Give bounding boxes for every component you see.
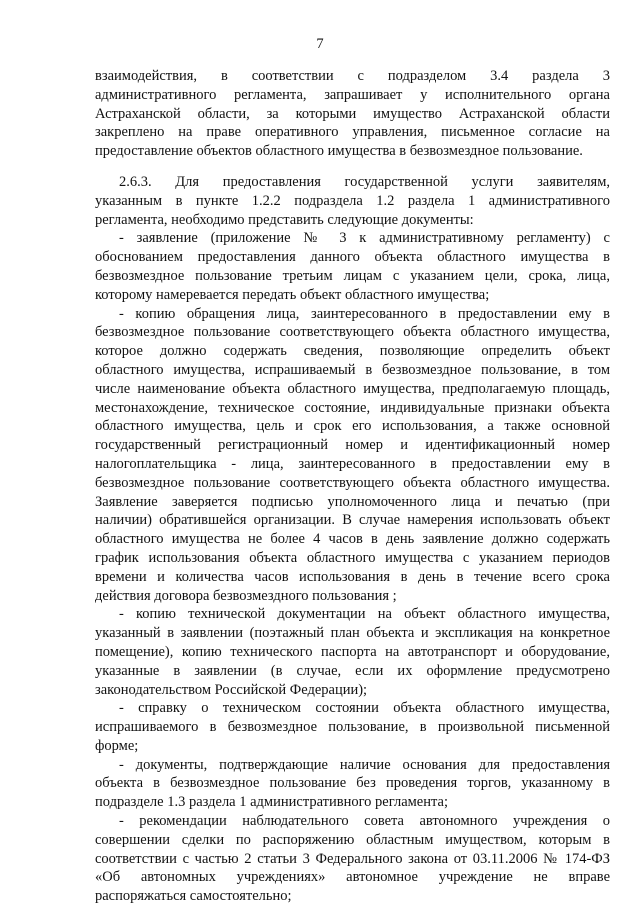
paragraph-gap (95, 161, 610, 173)
text-line: числе наименование объекта областного имущества, предполагаемую площадь, (95, 380, 610, 397)
document-body (95, 67, 610, 906)
text-line: указанным в пункте 1.2.2 подраздела 1.2 раздела 1 административного (95, 192, 610, 209)
text-line: областного имущества не более 4 часов в день заявление должно содержать (95, 531, 610, 548)
text-line: безвозмездное пользование соответствующего объекта областного имущества. (95, 474, 610, 491)
text-line: наличии) обратившейся организации. В случае намерения использовать объект (95, 512, 610, 529)
page-number: 7 (316, 36, 324, 52)
text-line: предоставление объектов областного имущества в безвозмездное пользование. (95, 143, 583, 160)
text-line: указанный в заявлении (поэтажный план объекта и экспликация на конкретное (95, 625, 610, 642)
text-line: которое должно содержать сведения, позволяющие определить объект (95, 343, 610, 360)
text-line: областного имущества, цель и срок его использования, а также основной (95, 418, 610, 435)
text-line: местонахождение, техническое состояние, индивидуальные признаки объекта (95, 399, 610, 416)
text-line: график использования объекта областного имущества с указанием периодов (95, 549, 610, 566)
text-line: Заявление заверяется подписью уполномоченного лица и печатью (при (95, 493, 610, 510)
text-line: безвозмездное пользование третьим лицам с указанием цели, срока, лица, (95, 267, 610, 284)
paragraph (95, 173, 610, 906)
text-line: - документы, подтверждающие наличие основания для предоставления (119, 756, 610, 773)
text-line: 2.6.3. Для предоставления государственной услуги заявителям, (119, 173, 610, 190)
text-line: - рекомендации наблюдательного совета автономного учреждения о (119, 813, 610, 830)
text-line: объекта в безвозмездное пользование без проведения торгов, указанному в (95, 775, 610, 792)
text-line: регламента, необходимо представить следующие документы: (95, 211, 474, 228)
text-line: взаимодействия, в соответствии с подразделом 3.4 раздела 3 (95, 68, 610, 84)
text-line: налогоплательщика - лица, заинтересованного в предоставлении ему в (95, 455, 610, 472)
text-line: законодательством Российской Федерации); (95, 681, 368, 698)
text-line: «Об автономных учреждениях» автономное учреждение не вправе (95, 869, 610, 886)
text-line: - копию обращения лица, заинтересованного в предоставлении ему в (119, 305, 610, 322)
text-line: областного имущества, испрашиваемый в безвозмездное пользование, в том (95, 361, 610, 378)
text-line: обоснованием предоставления данного объекта областного имущества в (95, 249, 610, 266)
text-line: - справку о техническом состоянии объекта областного имущества, (119, 700, 610, 717)
text-line: форме; (95, 737, 139, 754)
text-line: распоряжаться самостоятельно; (95, 888, 292, 905)
paragraph (95, 67, 610, 161)
text-line: закреплено на праве оперативного управления, письменное согласие на (95, 124, 610, 141)
text-line: административного регламента, запрашивает у исполнительного органа (95, 86, 610, 103)
text-line: - заявление (приложение № 3 к административному регламенту) с (119, 230, 610, 247)
text-line: указанные в заявлении (в случае, если их оформление предусмотрено (95, 662, 610, 679)
text-line: испрашиваемого в безвозмездное пользование, в произвольной письменной (95, 719, 610, 736)
text-line: безвозмездное пользование соответствующего объекта областного имущества, (95, 324, 610, 341)
text-line: которому намеревается передать объект областного имущества; (95, 286, 490, 303)
text-line: - копию технической документации на объект областного имущества, (119, 606, 610, 623)
text-line: государственный регистрационный номер и идентификационный номер (95, 437, 610, 454)
text-line: помещение), копию технического паспорта на автотранспорт и оборудование, (95, 643, 610, 660)
text-line: соответствии с частью 2 статьи 3 Федерального закона от 03.11.2006 № 174-ФЗ (95, 850, 610, 867)
text-line: действия договора безвозмездного пользования ; (95, 587, 397, 604)
text-line: совершении сделки по распоряжению областным имуществом, которым в (95, 831, 610, 848)
text-line: подразделе 1.3 раздела 1 административного регламента; (95, 794, 448, 811)
text-line: Астраханской области, за которыми имущество Астраханской области (95, 105, 610, 122)
text-line: времени и количества часов использования в день в течение всего срока (95, 568, 610, 585)
